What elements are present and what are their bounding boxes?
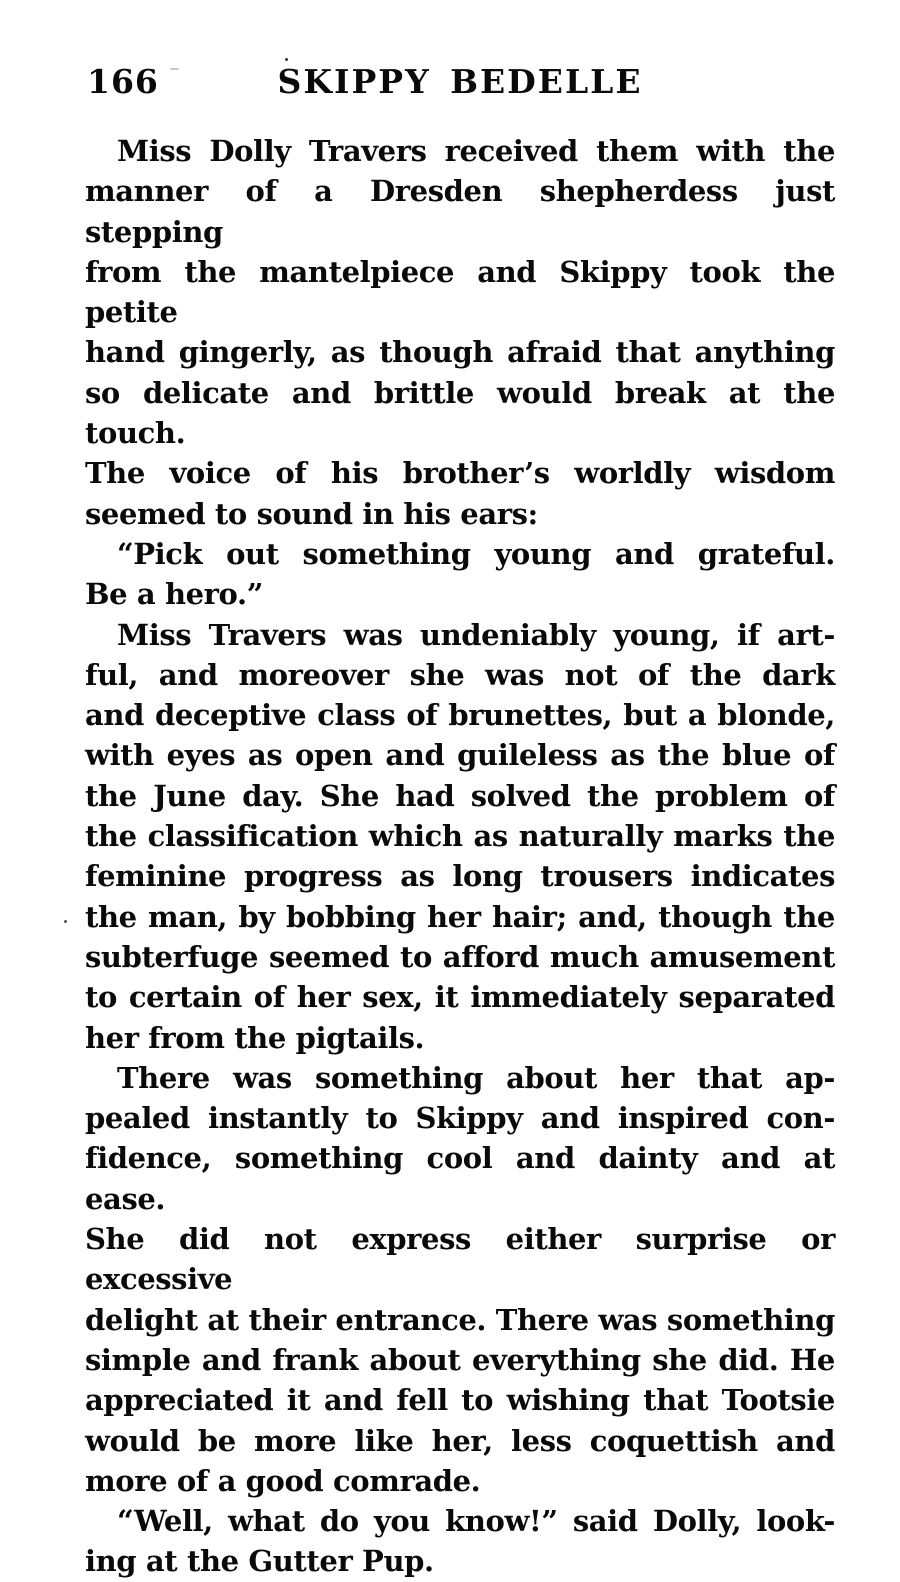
text-line: “Well, what do you know!” said Dolly, look-	[117, 1504, 835, 1539]
scan-speck-icon	[64, 920, 67, 923]
text-line: simple and frank about everything she did. He	[85, 1342, 835, 1377]
text-line: Miss Dolly Travers received them with the	[117, 134, 835, 168]
text-line: so delicate and brittle would break at the touch.	[85, 375, 835, 451]
text-line: subterfuge seemed to afford much amusement	[85, 939, 835, 974]
text-line: her from the pigtails.	[85, 1020, 425, 1055]
text-line: Miss Travers was undeniably young, if art-	[117, 617, 835, 652]
text-line: the classification which as naturally marks the	[85, 819, 835, 854]
text-line: the man, by bobbing her hair; and, though the	[85, 899, 835, 934]
text-line: ing at the Gutter Pup.	[85, 1544, 434, 1579]
text-line: would be more like her, less coquettish and	[85, 1423, 835, 1458]
text-line: manner of a Dresden shepherdess just stepping	[85, 174, 835, 249]
text-line: Be a hero.”	[85, 577, 263, 612]
text-line: “Pick out something young and grateful.	[117, 536, 835, 571]
text-line: and deceptive class of brunettes, but a blonde,	[85, 698, 835, 733]
page-header	[85, 62, 835, 102]
text-line: fidence, something cool and dainty and at ease.	[85, 1141, 835, 1216]
text-line: from the mantelpiece and Skippy took the petite	[85, 254, 835, 330]
text-line: pealed instantly to Skippy and inspired con-	[85, 1101, 835, 1136]
text-line: hand gingerly, as though afraid that anything	[85, 335, 835, 370]
text-line: There was something about her that ap-	[117, 1060, 835, 1095]
text-line: The voice of his brother’s worldly wisdom	[85, 456, 835, 491]
text-line: to certain of her sex, it immediately separated	[85, 980, 835, 1015]
text-line: with eyes as open and guileless as the blue of	[85, 738, 835, 773]
scan-speck-icon	[170, 68, 179, 70]
page-number: 166	[87, 62, 159, 101]
running-title: SKIPPY BEDELLE	[277, 62, 643, 101]
text-line: the June day. She had solved the problem of	[85, 778, 835, 813]
page-text	[85, 131, 835, 1582]
text-line: ful, and moreover she was not of the dark	[85, 657, 835, 692]
text-line: more of a good comrade.	[85, 1463, 481, 1498]
scan-speck-icon	[285, 58, 288, 61]
text-line: She did not express either surprise or excessive	[85, 1222, 835, 1297]
text-line: appreciated it and fell to wishing that Tootsie	[85, 1383, 835, 1418]
text-line: feminine progress as long trousers indicates	[85, 859, 835, 894]
text-line: delight at their entrance. There was something	[85, 1302, 835, 1337]
text-line: seemed to sound in his ears:	[85, 496, 538, 531]
